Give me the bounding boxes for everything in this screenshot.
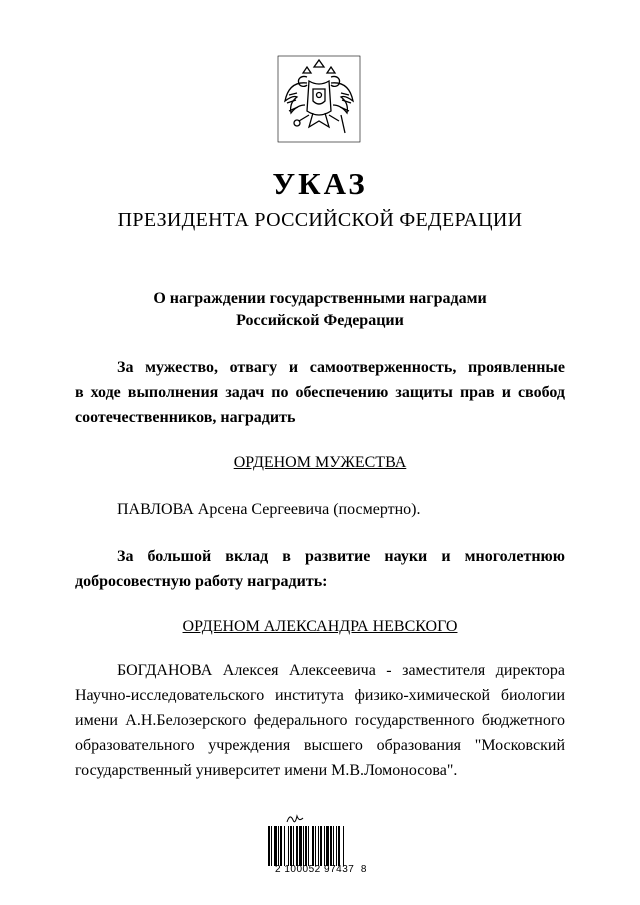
recipient-line-1: БОГДАНОВА Алексея Алексеевича - заместителя директора	[117, 662, 565, 679]
recipient-line-4: образовательного учреждения высшего образования "Московский	[75, 737, 565, 754]
barcode-icon	[268, 826, 372, 866]
order-of-courage: ОРДЕНОМ МУЖЕСТВА	[233, 454, 407, 471]
section1-line-1: За мужество, отвагу и самоотверженность, проявленные	[117, 359, 565, 376]
recipient-line-3: имени А.Н.Белозерского федерального государственного бюджетного	[75, 712, 565, 729]
recipient-pavlov: ПАВЛОВА Арсена Сергеевича (посмертно).	[117, 501, 421, 518]
section1-preamble	[75, 355, 565, 430]
barcode-number: 2 100052 97437 8	[275, 864, 367, 875]
section2-line-2: добросовестную работу наградить:	[75, 573, 328, 590]
decree-subject	[0, 288, 640, 332]
subject-line-1: О награждении государственными наградами	[153, 290, 487, 307]
section2-line-1: За большой вклад в развитие науки и многолетнюю	[117, 548, 565, 565]
section2-preamble	[75, 544, 565, 594]
document-title: УКАЗ	[272, 166, 368, 201]
recipient-bogdanov	[75, 658, 565, 783]
subject-line-2: Российской Федерации	[236, 312, 404, 329]
section1-line-2: в ходе выполнения задач по обеспечению защиты прав и свобод	[75, 384, 565, 401]
signature-mark-icon	[286, 812, 304, 826]
document-subtitle: ПРЕЗИДЕНТА РОССИЙСКОЙ ФЕДЕРАЦИИ	[117, 209, 523, 231]
russian-coat-of-arms-icon	[277, 55, 361, 151]
barcode-block	[266, 812, 376, 882]
order-of-alexander-nevsky: ОРДЕНОМ АЛЕКСАНДРА НЕВСКОГО	[182, 618, 458, 635]
section1-line-3: соотечественников, наградить	[75, 409, 296, 426]
recipient-line-5: государственный университет имени М.В.Ломоносова".	[75, 762, 458, 779]
recipient-line-2: Научно-исследовательского института физико-химической биологии	[75, 687, 565, 704]
